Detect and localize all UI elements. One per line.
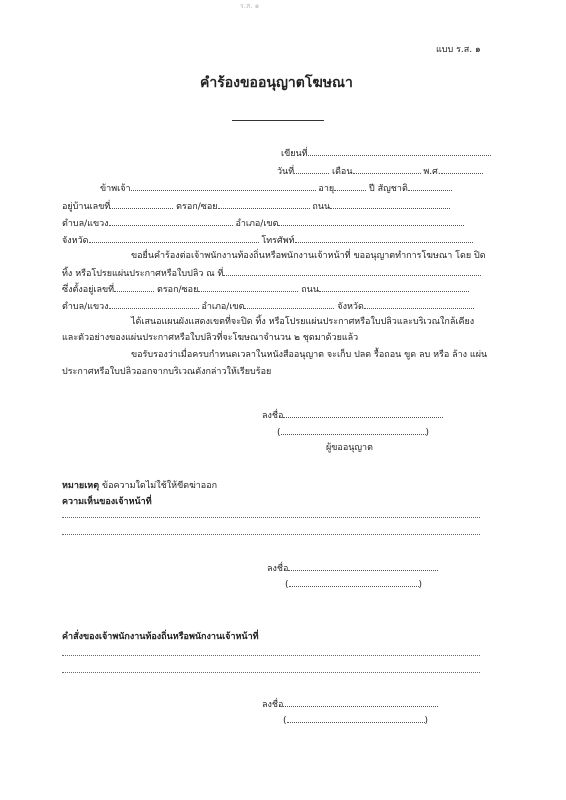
form-code: แบบ ร.ส. ๑: [436, 45, 481, 55]
opinion-line-1[interactable]: [62, 517, 480, 518]
district-label: อำเภอ/เขต: [235, 219, 279, 229]
house-no-field[interactable]: [110, 199, 173, 209]
close-paren: ): [425, 428, 430, 438]
alley-label: ตรอก/ซอย: [176, 202, 218, 212]
request-line-2: ทิ้ง หรือโปรยแผ่นประกาศหรือใบปลิว ณ ที่: [62, 269, 224, 279]
order-printed-name-field[interactable]: [287, 713, 425, 723]
note-row: [62, 480, 217, 492]
province-row: [62, 233, 473, 247]
note-text: ข้อความใดไม่ใช้ให้ขีดฆ่าออก: [101, 481, 218, 491]
open-paren: (: [277, 428, 281, 438]
date-label: วันที่: [277, 167, 295, 177]
order-signature-field[interactable]: [283, 697, 438, 707]
located-road-label: ถนน: [301, 285, 319, 295]
officer-close-paren: ): [418, 580, 423, 590]
located-province-label: จังหวัด: [337, 302, 364, 312]
applicant-signature-row: [262, 408, 443, 422]
request-line-1: ขอยื่นคำร้องต่อเจ้าพนักงานท้องถิ่นหรือพนักงานเจ้าหน้าที่ ขออนุญาตทำการโฆษณา โดย ปิด: [131, 251, 486, 261]
attach-line-1: ได้เสนอแผนผังแสดงเขตที่จะปิด ทิ้ง หรือโปรยแผ่นประกาศหรือใบปลิวและบริเวณใกล้เคียง: [131, 317, 475, 327]
province-field[interactable]: [89, 233, 259, 243]
applicant-name-paren-row: [277, 425, 429, 439]
order-line-2[interactable]: [62, 672, 480, 673]
request-line-2-row: [62, 266, 481, 280]
address-row: [62, 199, 450, 213]
subdistrict-row: [62, 216, 464, 230]
opinion-line-2[interactable]: [62, 534, 480, 535]
located-subdistrict-label: ตำบล/แขวง: [62, 302, 109, 312]
i-label: ข้าพเจ้า: [100, 184, 131, 194]
subdistrict-label: ตำบล/แขวง: [62, 219, 109, 229]
location-field[interactable]: [223, 266, 481, 276]
certify-line-2: ประกาศหรือใบปลิวออกจากบริเวณดังกล่าวให้เรียบร้อย: [62, 367, 272, 377]
order-heading: คำสั่งของเจ้าพนักงานท้องถิ่นหรือพนักงานเจ้าหน้าที่: [62, 632, 259, 642]
year-field[interactable]: [441, 164, 483, 174]
officer-printed-name-field[interactable]: [289, 577, 419, 587]
located-alley-field[interactable]: [198, 282, 298, 292]
applicant-signature-field[interactable]: [283, 408, 443, 418]
year-label: พ.ศ.: [423, 167, 441, 177]
certify-line-1: ขอรับรองว่าเมื่อครบกำหนดเวลาในหนังสืออนุญาต จะเก็บ ปลด รื้อถอน ขูด ลบ หรือ ล้าง แผ่น: [131, 350, 488, 360]
order-sign-label: ลงชื่อ: [262, 700, 284, 710]
written-at-field[interactable]: [308, 146, 491, 156]
alley-field[interactable]: [218, 199, 310, 209]
nationality-field[interactable]: [408, 181, 452, 191]
order-open-paren: (: [283, 716, 287, 726]
officer-open-paren: (: [285, 580, 289, 590]
officer-signature-field[interactable]: [288, 561, 438, 571]
page-title: คำร้องขออนุญาตโฆษณา: [200, 75, 353, 91]
note-label: หมายเหตุ: [62, 481, 100, 491]
title-underline: [232, 120, 324, 121]
date-field[interactable]: [294, 164, 329, 174]
applicant-role: ผู้ขออนุญาต: [326, 443, 373, 453]
years-label: ปี: [369, 184, 375, 194]
applicant-sign-label: ลงชื่อ: [262, 411, 284, 421]
phone-field[interactable]: [295, 233, 473, 243]
located-no-field[interactable]: [114, 282, 154, 292]
nationality-label: สัญชาติ: [377, 184, 408, 194]
subdistrict-field[interactable]: [109, 216, 233, 226]
date-row: [277, 164, 483, 178]
officer-signature-row: [267, 561, 438, 575]
written-at-label: เขียนที่: [281, 149, 308, 159]
road-label: ถนน: [312, 202, 331, 212]
located-at-label: ซึ่งตั้งอยู่เลขที่: [62, 285, 115, 295]
month-field[interactable]: [353, 164, 421, 174]
applicant-name-field[interactable]: [131, 181, 316, 191]
located-district-label: อำเภอ/เขต: [201, 302, 245, 312]
located-province-field[interactable]: [364, 299, 474, 309]
order-name-paren-row: [283, 713, 428, 727]
age-label: อายุ: [318, 184, 335, 194]
province-label: จังหวัด: [62, 236, 89, 246]
district-field[interactable]: [278, 216, 464, 226]
road-field[interactable]: [330, 199, 450, 209]
officer-sign-label: ลงชื่อ: [267, 564, 289, 574]
applicant-row: [100, 181, 452, 195]
house-no-label: อยู่บ้านเลขที่: [62, 202, 111, 212]
faint-header-text: ร.ส. ๑: [240, 2, 260, 10]
age-field[interactable]: [334, 181, 366, 191]
applicant-printed-name-field[interactable]: [281, 425, 426, 435]
order-line-1[interactable]: [62, 655, 480, 656]
officer-name-paren-row: [285, 577, 422, 591]
located-road-field[interactable]: [319, 282, 469, 292]
order-close-paren: ): [424, 716, 429, 726]
attach-line-2: และตัวอย่างของแผ่นประกาศหรือใบปลิวที่จะโฆษณาจำนวน ๒ ชุดมาด้วยแล้ว: [62, 333, 359, 343]
order-signature-row: [262, 697, 438, 711]
located-subdistrict-row: [62, 299, 474, 313]
officer-opinion-heading: ความเห็นของเจ้าหน้าที่: [62, 497, 152, 507]
located-at-row: [62, 282, 469, 296]
located-subdistrict-field[interactable]: [109, 299, 199, 309]
located-district-field[interactable]: [244, 299, 334, 309]
written-at-row: [281, 146, 491, 160]
month-label: เดือน: [332, 167, 353, 177]
located-alley-label: ตรอก/ซอย: [156, 285, 199, 295]
phone-label: โทรศัพท์: [261, 236, 295, 246]
